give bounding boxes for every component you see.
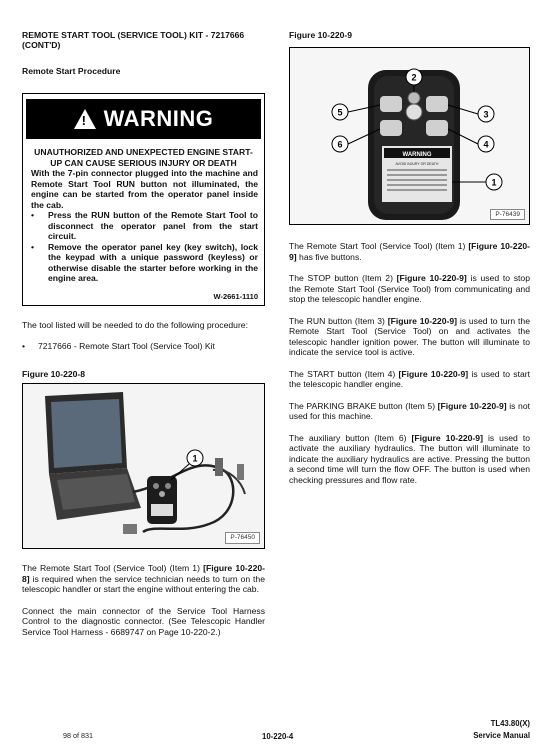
- warning-box: [22, 93, 265, 305]
- para-text: The PARKING BRAKE button (Item 5): [289, 400, 438, 411]
- para-start-button: [289, 369, 530, 390]
- warning-triangle-icon: !: [74, 109, 96, 129]
- remote-tool-closeup-photo: [290, 48, 529, 224]
- callout-5: 5: [337, 107, 343, 118]
- figure-reference: [Figure 10-220-9]: [437, 400, 507, 411]
- left-column: [22, 30, 265, 648]
- para-text: The STOP button (Item 2): [289, 273, 397, 284]
- laptop-and-remote-tool-photo: [23, 384, 264, 548]
- callout-2: 2: [411, 72, 417, 83]
- para-text: is used to turn the Remote Start Tool (Service Tool) on and activates the telescopic handler ignition power. The button will illuminate to indicate the service tool is active.: [289, 315, 530, 358]
- figure-9-tag: P-76439: [490, 209, 525, 221]
- para-text: The Remote Start Tool (Service Tool) (Item 1): [289, 241, 469, 252]
- warning-list-item: • Remove the operator panel key (key switch), lock the keypad with a unique password (keyless) or otherwise disable the starter before working in the engine area.: [31, 242, 258, 284]
- callout-3: 3: [483, 109, 489, 120]
- para-stop-button: [289, 273, 530, 304]
- para-text: is required when the service technician needs to turn on the telescopic handler or start the engine without entering the cab.: [22, 573, 265, 595]
- page-number: 10-220-4: [262, 732, 294, 741]
- warning-code: W-2661-1110: [213, 291, 258, 301]
- tool-intro: The tool listed will be needed to do the following procedure:: [22, 319, 248, 330]
- warning-list: [23, 210, 264, 283]
- figure-reference: [Figure 10-220-9]: [411, 432, 483, 443]
- figure-reference: [Figure 10-220-8]: [22, 563, 265, 584]
- para-parking-brake-button: [289, 401, 530, 422]
- figure-9-image: [289, 47, 530, 225]
- footer-model-block: [473, 718, 530, 742]
- procedure-title: Remote Start Procedure: [22, 65, 121, 76]
- figure-8-tag: P-76450: [225, 532, 260, 544]
- manual-type: Service Manual: [473, 731, 530, 741]
- para-text: The RUN button (Item 3): [289, 315, 388, 326]
- tool-item: • 7217666 - Remote Start Tool (Service Tool) Kit: [22, 341, 265, 351]
- section-title: REMOTE START TOOL (SERVICE TOOL) KIT - 7217666 (CONT'D): [22, 30, 245, 51]
- figure-8-label: Figure 10-220-8: [22, 368, 86, 379]
- callout-6: 6: [337, 139, 343, 150]
- warning-banner-text: WARNING: [103, 106, 214, 132]
- figure-reference: [Figure 10-220-9]: [387, 315, 457, 326]
- para-text: The Remote Start Tool (Service Tool) (Item 1): [22, 563, 204, 574]
- warning-body: With the 7-pin connector plugged into the machine and Remote Start Tool RUN button not illuminated, the engine can be started from the operator panel inside the cab.: [31, 168, 258, 210]
- right-column: [289, 30, 530, 496]
- device-warning-label: WARNING: [402, 152, 432, 159]
- para-text: is used to activate the auxiliary hydraulics. The button will illuminate to indicate the auxiliary hydraulics are active. Pressing the button a second time will turn the flow OFF. The button is used when checking pressures and flow rate.: [289, 432, 530, 485]
- figure-8-image: [22, 383, 265, 549]
- para-five-buttons: [289, 241, 530, 262]
- para-text: has five buttons.: [296, 251, 362, 262]
- para-tool-required: [22, 563, 265, 594]
- warning-list-item: • Press the RUN button of the Remote Start Tool to disconnect the operator panel from the start circuit.: [31, 210, 258, 241]
- figure-9-label: Figure 10-220-9: [289, 30, 353, 40]
- para-text: is used to stop the Remote Start Tool (Service Tool) from communicating and stop the telescopic handler engine.: [289, 273, 530, 305]
- figure-reference: [Figure 10-220-9]: [396, 273, 467, 284]
- para-auxiliary-button: [289, 433, 530, 485]
- device-warning-sublabel: AVOID INJURY OR DEATH: [395, 162, 439, 167]
- figure-reference: [Figure 10-220-9]: [289, 241, 530, 262]
- para-text: is used to start the telescopic handler engine.: [289, 368, 531, 390]
- para-connect: Connect the main connector of the Service Tool Harness Control to the diagnostic connector. (See Telescopic Handler Service Tool Harness - 6689747 on Page 10-220-2.): [22, 605, 265, 637]
- callout-4: 4: [483, 139, 489, 150]
- figure-8-callout: 1: [192, 453, 198, 464]
- page-count: 98 of 831: [63, 731, 93, 740]
- para-text: The START button (Item 4): [289, 368, 399, 379]
- para-text: The auxiliary button (Item 6): [289, 432, 412, 443]
- warning-heading: UNAUTHORIZED AND UNEXPECTED ENGINE START-UP CAN CAUSE SERIOUS INJURY OR DEATH: [34, 147, 253, 168]
- callout-1: 1: [491, 177, 497, 188]
- para-text: is not used for this machine.: [289, 400, 530, 422]
- para-run-button: [289, 316, 530, 358]
- warning-banner: [26, 99, 261, 139]
- model-number: TL43.80(X): [490, 719, 530, 728]
- figure-reference: [Figure 10-220-9]: [398, 368, 469, 379]
